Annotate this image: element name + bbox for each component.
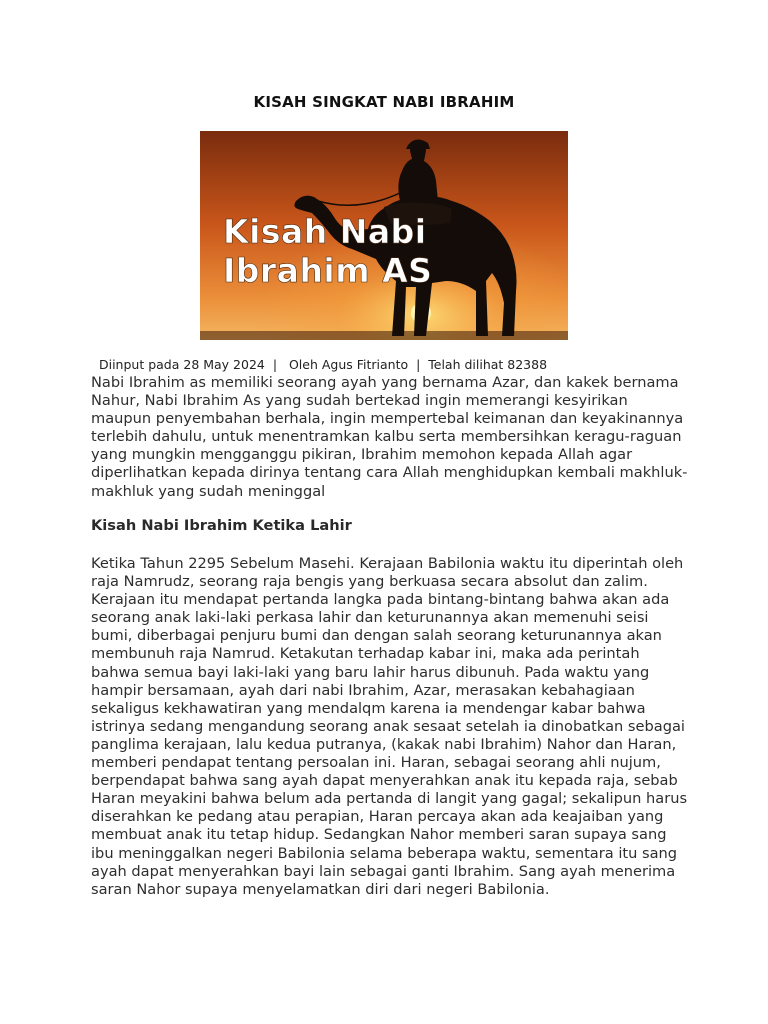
hero-caption-line1: Kisah Nabi [223,212,427,251]
intro-paragraph: Nabi Ibrahim as memiliki seorang ayah yang bernama Azar, dan kakek bernama Nahur, Nabi Ibrahim As yang sudah bertekad ingin memerangi kesyirikan maupun penyembahan berhala, ingin mempertebal keimanan dan keyakinannya terlebih dahulu, untuk menentramkan kalbu serta membersihkan keragu-raguan yang mungkin mengganggu pikiran, Ibrahim memohon kepada Allah agar diperlihatkan kepada dirinya tentang cara Allah menghidupkan kembali makhluk-makhluk yang sudah meninggal [91,374,688,500]
section-heading: Kisah Nabi Ibrahim Ketika Lahir [91,517,352,534]
hero-caption-line2: Ibrahim AS [223,251,433,290]
section-body-container [91,555,691,899]
hero-image [200,131,568,340]
page-title: KISAH SINGKAT NABI IBRAHIM [253,93,515,111]
hero-caption [223,212,432,290]
intro-paragraph-container [91,374,691,501]
section-body-paragraph: Ketika Tahun 2295 Sebelum Masehi. Kerajaan Babilonia waktu itu diperintah oleh raja Namrudz, seorang raja bengis yang berkuasa secara absolut dan zalim. Kerajaan itu mendapat pertanda langka pada bintang-bintang bahwa akan ada seorang anak laki-laki perkasa lahir dan keturunannya akan memenuhi seisi bumi, diberbagai penjuru bumi dan dengan salah seorang keturunannya akan membunuh raja Namrud. Ketakutan terhadap kabar ini, maka ada perintah bahwa semua bayi laki-laki yang baru lahir harus dibunuh. Pada waktu yang hampir bersamaan, ayah dari nabi Ibrahim, Azar, merasakan kebahagiaan sekaligus kekhawatiran yang mendalqm karena ia mendengar kabar bahwa istrinya sedang mengandung seorang anak sesaat setelah ia dinobatkan sebagai panglima kerajaan, lalu kedua putranya, (kakak nabi Ibrahim) Nahor dan Haran, memberi pendapat tentang persoalan ini. Haran, sebagai seorang ahli nujum, berpendapat bahwa sang ayah dapat menyerahkan anak itu kepada raja, sebab Haran meyakini bahwa belum ada pertanda di langit yang gagal; sekalipun harus diserahkan ke pedang atau perapian, Haran percaya akan ada keajaiban yang membuat anak itu tetap hidup. Sedangkan Nahor memberi saran supaya sang ibu meninggalkan negeri Babilonia selama beberapa waktu, sementara itu sang ayah dapat menyerahkan bayi lain sebagai ganti Ibrahim. Sang ayah menerima saran Nahor supaya menyelamatkan diri dari negeri Babilonia. [91,555,688,898]
post-meta: Diinput pada 28 May 2024 | Oleh Agus Fitrianto | Telah dilihat 82388 [95,357,548,372]
